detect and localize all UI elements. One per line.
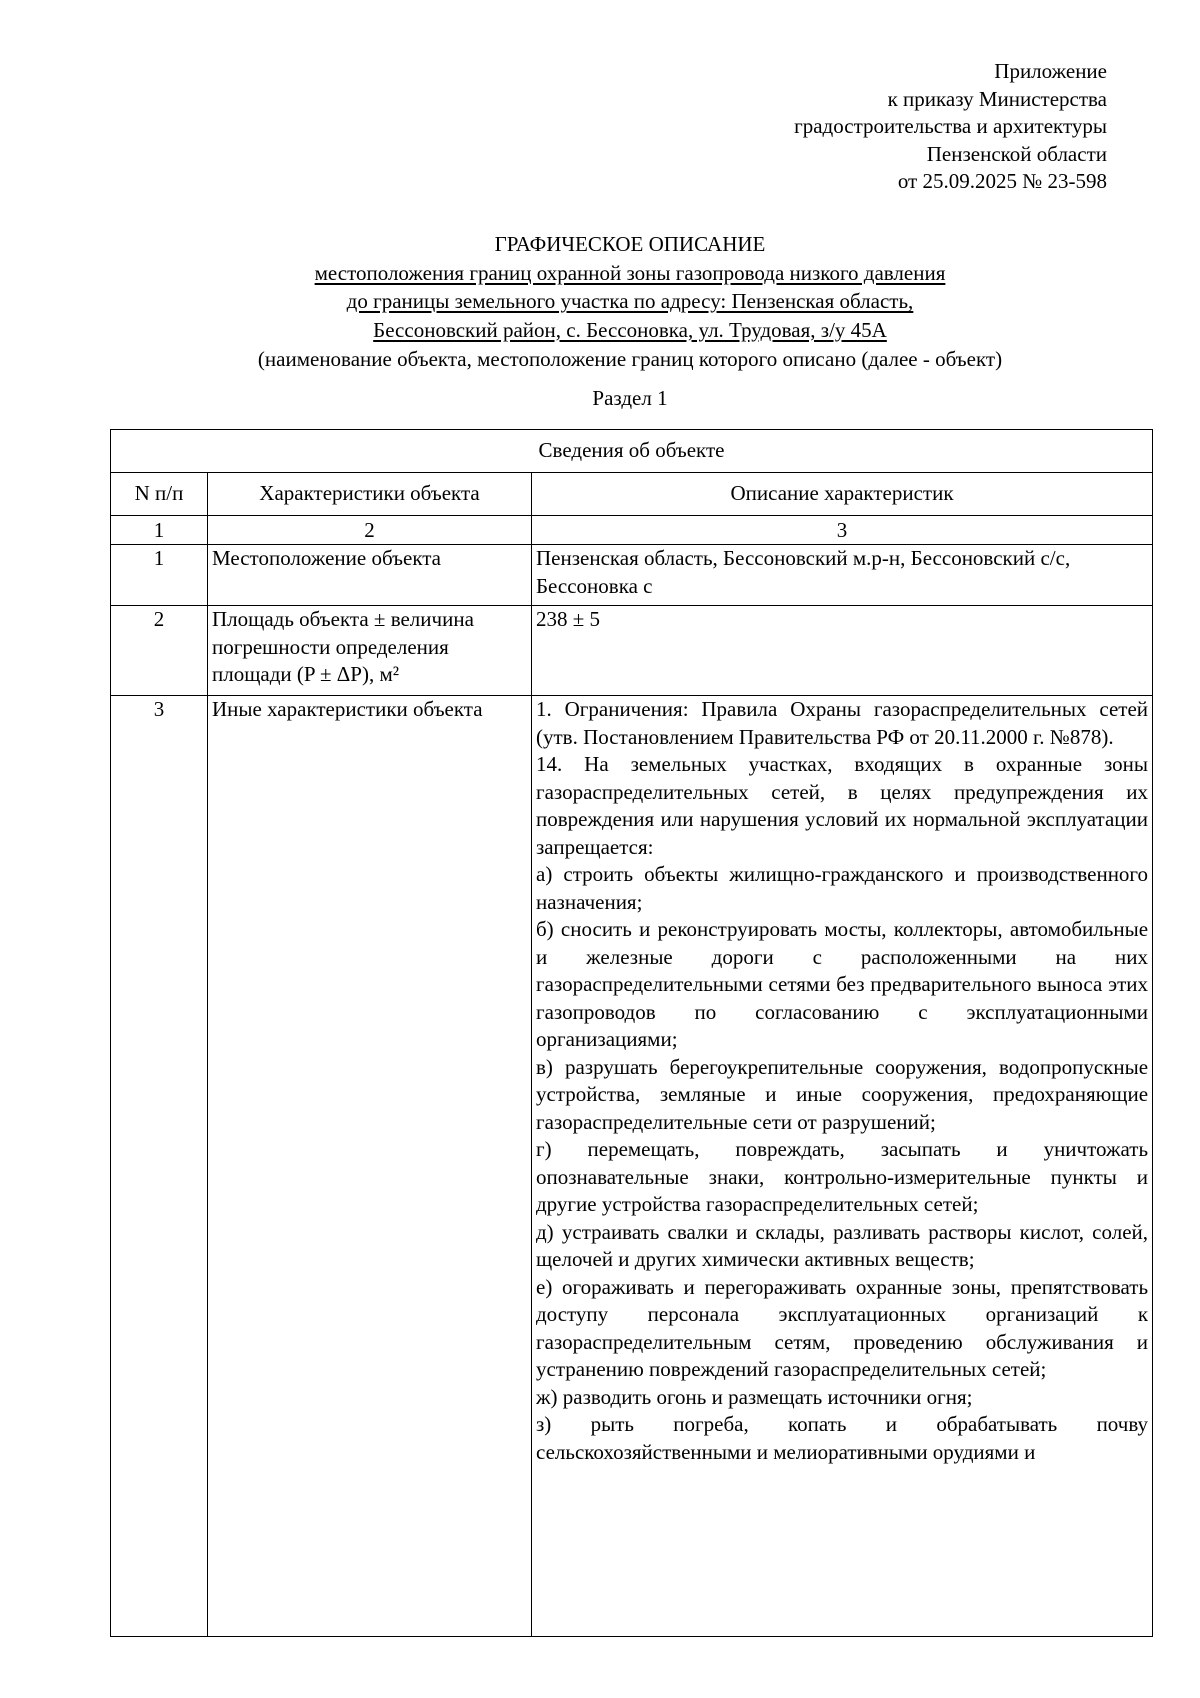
- table-row: [111, 545, 1153, 606]
- row-characteristic: Местоположение объекта: [208, 545, 532, 606]
- row-number: 2: [111, 606, 208, 696]
- restriction-paragraph: з) рыть погреба, копать и обрабатывать почву сельскохозяйственными и мелиоративными орудиями и: [536, 1412, 1149, 1464]
- row-number: 1: [111, 545, 208, 606]
- restriction-paragraph: 1. Ограничения: Правила Охраны газораспределительных сетей (утв. Постановлением Правительства РФ от 20.11.2000 г. №878).: [536, 697, 1149, 749]
- column-number: 3: [532, 516, 1153, 545]
- object-name-line: местоположения границ охранной зоны газопровода низкого давления: [314, 260, 946, 285]
- row-characteristic: Иные характеристики объекта: [208, 696, 532, 1637]
- appendix-line: Пензенской области: [926, 141, 1107, 166]
- appendix-order-date: от 25.09.2025 № 23-598: [897, 169, 1107, 193]
- restriction-paragraph: д) устраивать свалки и склады, разливать растворы кислот, солей, щелочей и других химически активных веществ;: [536, 1219, 1149, 1271]
- appendix-line: Приложение: [994, 59, 1107, 83]
- row-description: [532, 696, 1153, 1637]
- column-header: N п/п: [111, 473, 208, 516]
- restriction-paragraph: б) сносить и реконструировать мосты, коллекторы, автомобильные и железные дороги с расположенными на них газораспределительными сетями без предварительного выноса этих газопроводов по согласованию с эксплуатационными организациями;: [536, 917, 1149, 1051]
- table-row: [111, 606, 1153, 696]
- document-heading: ГРАФИЧЕСКОЕ ОПИСАНИЕ: [494, 232, 766, 256]
- table-row: [111, 696, 1153, 1637]
- restriction-paragraph: 14. На земельных участках, входящих в охранные зоны газораспределительных сетей, в целях предупреждения их повреждения или нарушения условий их нормальной эксплуатации запрещается:: [536, 752, 1149, 859]
- column-number: 2: [208, 516, 532, 545]
- object-caption: (наименование объекта, местоположение границ которого описано (далее - объект): [257, 347, 1003, 371]
- column-header: Описание характеристик: [532, 473, 1153, 516]
- restrictions-text: [536, 696, 1148, 1636]
- table-header: Сведения об объекте: [111, 430, 1153, 473]
- restriction-paragraph: в) разрушать берегоукрепительные сооружения, водопропускные устройства, земляные и иные сооружения, предохраняющие газораспределительные сети от разрушений;: [536, 1054, 1149, 1134]
- column-header-row: [111, 473, 1153, 516]
- column-number-row: [111, 516, 1153, 545]
- object-name-line: до границы земельного участка по адресу: Пензенская область,: [346, 289, 914, 313]
- row-description: Пензенская область, Бессоновский м.р-н, Бессоновский с/с, Бессоновка с: [532, 545, 1153, 606]
- object-name-line: Бессоновский район, с. Бессоновка, ул. Трудовая, з/у 45А: [373, 317, 887, 342]
- title-block: [110, 230, 1150, 412]
- appendix-line: градостроительства и архитектуры: [794, 114, 1107, 138]
- row-characteristic: Площадь объекта ± величина погрешности определения площади (P ± ΔP), м²: [208, 606, 532, 696]
- appendix-reference: [794, 58, 1107, 196]
- section-title: Раздел 1: [592, 385, 668, 410]
- restriction-paragraph: ж) разводить огонь и размещать источники огня;: [536, 1384, 973, 1409]
- restriction-paragraph: г) перемещать, повреждать, засыпать и уничтожать опознавательные знаки, контрольно-измерительные пункты и другие устройства газораспределительных сетей;: [536, 1137, 1149, 1216]
- column-number: 1: [111, 516, 208, 545]
- appendix-line: к приказу Министерства: [887, 86, 1107, 111]
- object-info-table: [110, 429, 1153, 1637]
- restriction-paragraph: е) огораживать и перегораживать охранные зоны, препятствовать доступу персонала эксплуатационных организаций к газораспределительным сетям, проведению обслуживания и устранению повреждений газораспределительных сетей;: [536, 1274, 1149, 1381]
- column-header: Характеристики объекта: [208, 473, 532, 516]
- restriction-paragraph: а) строить объекты жилищно-гражданского и производственного назначения;: [536, 862, 1149, 914]
- table-header-row: [111, 430, 1153, 473]
- row-number: 3: [111, 696, 208, 1637]
- row-description: 238 ± 5: [532, 606, 1153, 696]
